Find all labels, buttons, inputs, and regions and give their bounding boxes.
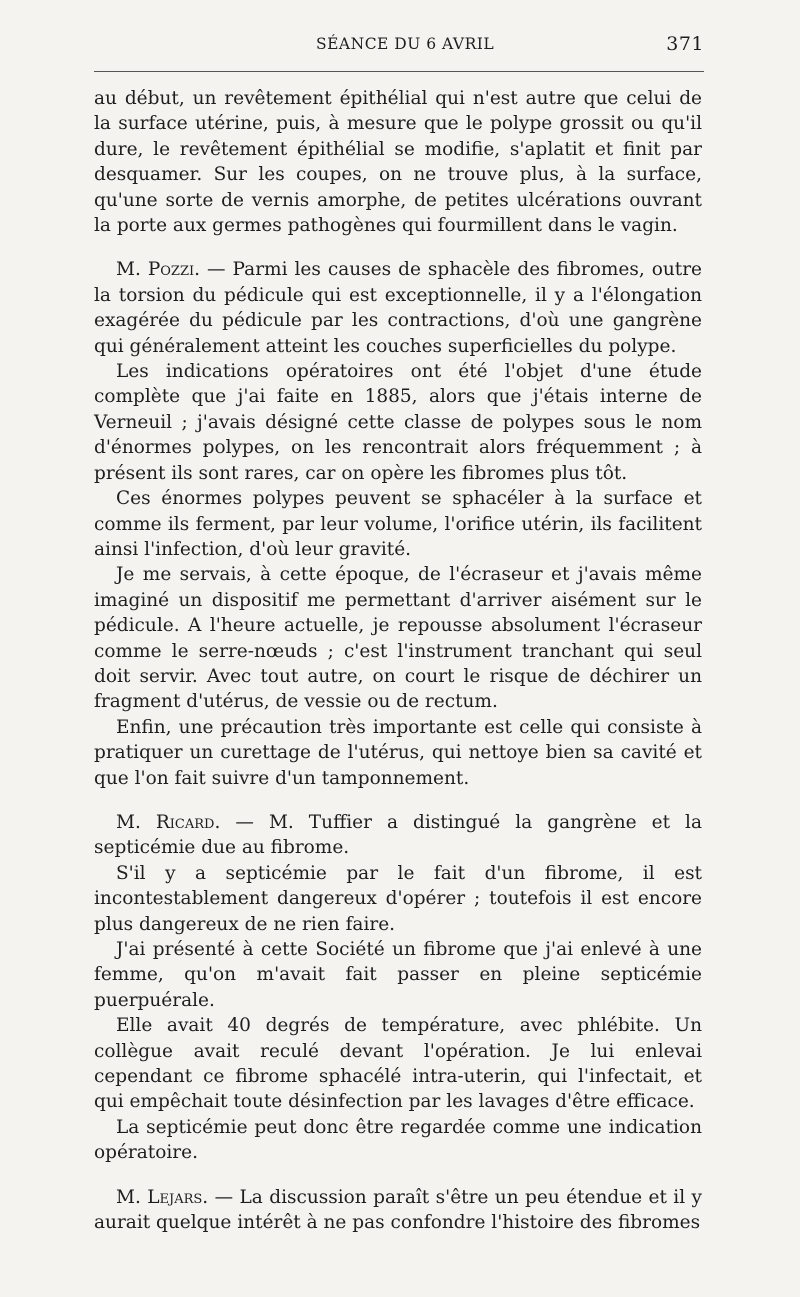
paragraph-text: — Parmi les causes de sphacèle des fibromes, outre la torsion du pédicule qui est exceptionnelle, il y a l'élongation exagérée du pédicule par les contractions, d'où une gangrène qui généralement atteint les couches superficielles du polype. [94, 259, 702, 357]
paragraph [94, 861, 702, 937]
paragraph [94, 1185, 702, 1236]
paragraph-text: Elle avait 40 degrés de température, avec phlébite. Un collègue avait reculé devant l'opération. Je lui enlevai cependant ce fibrome sphacélé intra-uterin, qui l'infectait, et qui empêchait toute désinfection par les lavages d'être efficace. [94, 1015, 702, 1113]
paragraph-text: La septicémie peut donc être regardée comme une indication opératoire. [94, 1116, 702, 1164]
header-rule [94, 71, 704, 72]
page-number: 371 [666, 33, 704, 55]
paragraph [94, 1115, 702, 1166]
paragraph [94, 257, 702, 359]
speaker-name: M. Ricard. [116, 811, 221, 833]
paragraph [94, 486, 702, 562]
paragraph-text: — M. Tuffier a distingué la gangrène et la septicémie due au fibrome. [94, 811, 702, 859]
paragraph [94, 86, 702, 238]
speaker-name: M. Lejars. [116, 1186, 209, 1208]
running-title: SÉANCE DU 6 AVRIL [316, 35, 495, 53]
running-header [94, 35, 708, 59]
paragraph [94, 1013, 702, 1115]
paragraph-text: Enfin, une précaution très importante est celle qui consiste à pratiquer un curettage de l'utérus, qui nettoye bien sa cavité et que l'on fait suivre d'un tamponnement. [94, 716, 702, 789]
paragraph-text: — La discussion paraît s'être un peu étendue et il y aurait quelque intérêt à ne pas confondre l'histoire des fibromes [94, 1186, 702, 1234]
page-body [94, 86, 702, 1235]
paragraph-text: au début, un revêtement épithélial qui n'est autre que celui de la surface utérine, puis, à mesure que le polype grossit ou qu'il dure, le revêtement épithélial se modifie, s'aplatit et finit par desquamer. Sur les coupes, on ne trouve plus, à la surface, qu'une sorte de vernis amorphe, de petites ulcérations ouvrant la porte aux germes pathogènes qui fourmillent dans le vagin. [94, 88, 702, 237]
paragraph [94, 937, 702, 1013]
paragraph-text: Les indications opératoires ont été l'objet d'une étude complète que j'ai faite en 1885, alors que j'étais interne de Verneuil ; j'avais désigné cette classe de polypes sous le nom d'énormes polypes, on les rencontrait alors fréquemment ; à présent ils sont rares, car on opère les fibromes plus tôt. [94, 361, 702, 484]
paragraph-text: S'il y a septicémie par le fait d'un fibrome, il est incontestablement dangereux d'opérer ; toutefois il est encore plus dangereux de ne rien faire. [94, 862, 702, 935]
speaker-name: M. Pozzi. [116, 259, 201, 281]
paragraph-text: Ces énormes polypes peuvent se sphacéler à la surface et comme ils ferment, par leur volume, l'orifice utérin, ils facilitent ainsi l'infection, d'où leur gravité. [94, 488, 702, 560]
paragraph [94, 715, 702, 791]
paragraph-text: Je me servais, à cette époque, de l'écraseur et j'avais même imaginé un dispositif me permettant d'arriver aisément sur le pédicule. A l'heure actuelle, je repousse absolument l'écraseur comme le serre-nœuds ; c'est l'instrument tranchant qui seul doit servir. Avec tout autre, on court le risque de déchirer un fragment d'utérus, de vessie ou de rectum. [94, 564, 702, 713]
paragraph-text: J'ai présenté à cette Société un fibrome que j'ai enlevé à une femme, qu'on m'avait fait passer en pleine septicémie puerpuérale. [94, 939, 702, 1011]
paragraph [94, 810, 702, 861]
paragraph [94, 359, 702, 486]
paragraph [94, 562, 702, 714]
